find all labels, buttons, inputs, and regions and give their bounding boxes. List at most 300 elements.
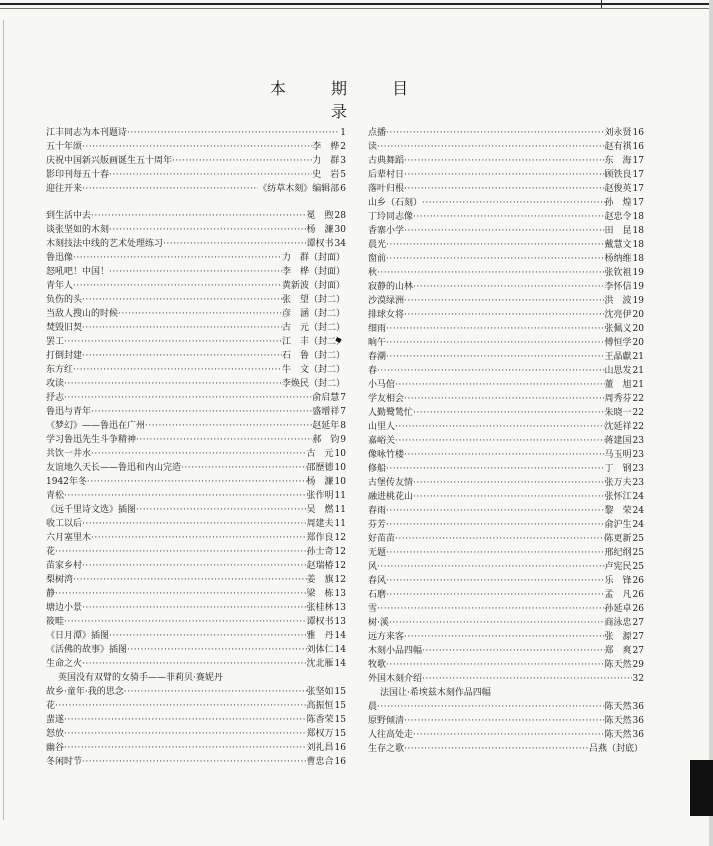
entry-page-number: 19 [632, 282, 644, 292]
entry-title: 学习鲁迅先生斗争精神 [46, 435, 137, 445]
dot-leader [163, 237, 307, 251]
entry-author: 江 丰（封二） [281, 337, 345, 347]
toc-entry [368, 238, 644, 252]
entry-author: 李 桦（封面） [281, 267, 345, 277]
entry-author: 力 群 [312, 156, 340, 166]
entry-page-number: 21 [632, 352, 644, 362]
dot-leader [404, 392, 605, 406]
entry-title: 怒吼吧！中国！ [46, 267, 110, 277]
entry-title: 人勤鹭鸶忙 [368, 408, 414, 418]
entry-title: 寂静的山林 [368, 282, 414, 292]
dot-leader [404, 154, 605, 168]
entry-page-number: 16 [632, 128, 644, 138]
entry-author: 牛 文（封二） [281, 365, 345, 375]
entry-page-number: 28 [334, 211, 346, 221]
entry-title: 春风 [368, 576, 387, 586]
entry-author: 陈天然 [604, 716, 632, 726]
entry-author: 李焕民（封二） [281, 379, 345, 389]
toc-entry [46, 209, 346, 223]
dot-leader [395, 420, 605, 434]
dot-leader [136, 503, 307, 517]
entry-page-number: 10 [334, 463, 346, 473]
entry-page-number: 7 [340, 393, 346, 403]
entry-page-number: 25 [632, 562, 644, 572]
entry-author: 东 海 [604, 156, 632, 166]
entry-page-number: 2 [340, 142, 346, 152]
toc-entry [368, 532, 644, 546]
dot-leader [386, 462, 605, 476]
entry-title: 学友相会 [368, 394, 405, 404]
dot-leader [82, 293, 282, 307]
dot-leader [386, 518, 605, 532]
entry-author: 卢宪民 [604, 562, 632, 572]
entry-title: 负伤的头 [46, 295, 83, 305]
entry-title: 罢工 [46, 337, 65, 347]
entry-title: 冬闲时节 [46, 757, 83, 767]
entry-author: 董 旭 [604, 380, 632, 390]
toc-entry [46, 643, 346, 657]
entry-author: 李 桦 [312, 142, 340, 152]
entry-page-number: 9 [340, 435, 346, 445]
toc-entry [46, 713, 346, 727]
entry-author: 山思发 [604, 366, 632, 376]
dot-leader [64, 713, 307, 727]
entry-title: 《活佛的故事》插图 [46, 645, 128, 655]
toc-entry [46, 140, 346, 154]
entry-author: 史 岩 [312, 170, 340, 180]
dot-leader [413, 476, 605, 490]
toc-group-main [46, 209, 346, 671]
entry-author: 俞沪生 [604, 520, 632, 530]
entry-page-number: 19 [632, 268, 644, 278]
toc-entry [46, 251, 346, 265]
entry-title: 鲁迅与青年 [46, 407, 92, 417]
toc-group-after-heading [46, 685, 346, 769]
entry-page-number: 24 [632, 520, 644, 530]
entry-title: 庆祝中国新兴版画诞生五十周年 [46, 156, 173, 166]
entry-author: 朱晓一 [604, 408, 632, 418]
dot-leader [118, 307, 282, 321]
entry-page-number: 27 [632, 632, 644, 642]
dot-leader [386, 336, 605, 350]
toc-entry [368, 616, 644, 630]
entry-title: 丁玲同志像 [368, 212, 414, 222]
dot-leader [386, 350, 605, 364]
entry-author: 赵有祺 [604, 142, 632, 152]
entry-title: 融进桃花山 [368, 492, 414, 502]
entry-title: 江丰同志为本刊题诗 [46, 128, 128, 138]
toc-entry [368, 336, 644, 350]
entry-title: 后辈村日 [368, 170, 405, 180]
dot-leader [377, 140, 605, 154]
toc-entry [46, 657, 346, 671]
entry-title: 小马倌 [368, 380, 396, 390]
dot-leader [404, 168, 605, 182]
toc-entry [46, 126, 346, 140]
entry-title: 秋 [368, 268, 378, 278]
entry-page-number: 23 [632, 436, 644, 446]
entry-page-number: 17 [632, 156, 644, 166]
entry-author: 沈延祥 [604, 422, 632, 432]
entry-title: 1942年冬 [46, 477, 87, 487]
entry-title: 古堡传友情 [368, 478, 414, 488]
dot-leader [109, 265, 282, 279]
toc-entry [46, 419, 346, 433]
entry-author: 张 源 [604, 632, 632, 642]
dot-leader [145, 419, 312, 433]
entry-author: 吕燕（封底） [588, 744, 643, 754]
entry-title: 生命之火 [46, 659, 83, 669]
entry-title: 木刻小品四幅 [368, 646, 423, 656]
entry-page-number: 8 [340, 421, 346, 431]
entry-title: 当敌人搜山的时候 [46, 309, 119, 319]
entry-page-number: 25 [632, 534, 644, 544]
toc-entry [46, 182, 346, 196]
toc-entry [368, 224, 644, 238]
entry-title: 《日月潭》插图 [46, 631, 110, 641]
toc-entry [46, 489, 346, 503]
toc-group-right [368, 126, 644, 686]
toc-entry [368, 490, 644, 504]
entry-title: 青年人 [46, 281, 74, 291]
entry-author: 赵延年 [312, 421, 340, 431]
entry-author: 戴慧文 [604, 240, 632, 250]
toc-entry [46, 531, 346, 545]
dot-leader [377, 364, 605, 378]
entry-title: 芬芳 [368, 520, 387, 530]
entry-author: 蒋建国 [604, 436, 632, 446]
dot-leader [82, 559, 307, 573]
entry-author: 谭权书 [306, 239, 334, 249]
dot-leader [91, 405, 312, 419]
entry-title: 远方来客 [368, 632, 405, 642]
toc-entry [46, 391, 346, 405]
entry-author: 赵忠令 [604, 212, 632, 222]
entry-author: 曹忠合 [306, 757, 334, 767]
entry-title: 焚毁旧契 [46, 323, 83, 333]
ink-blot [690, 760, 713, 816]
dot-leader [413, 210, 605, 224]
entry-author: 古 元 [306, 449, 334, 459]
entry-author: 张作明 [306, 491, 334, 501]
entry-author: 沈北雁 [306, 659, 334, 669]
dot-leader [136, 433, 312, 447]
dot-leader [395, 434, 605, 448]
entry-title: 木刻技法中线的艺术处理练习 [46, 239, 164, 249]
entry-page-number: 23 [632, 464, 644, 474]
toc-entry [368, 322, 644, 336]
toc-entry [46, 321, 346, 335]
entry-author: 古 元（封二） [281, 323, 345, 333]
entry-author: 张坚如 [306, 687, 334, 697]
entry-author: 吴 燃 [306, 505, 334, 515]
toc-entry [46, 363, 346, 377]
entry-page-number: 27 [632, 646, 644, 656]
toc-entry [368, 560, 644, 574]
entry-page-number: 36 [632, 702, 644, 712]
entry-title: 幽谷 [46, 743, 65, 753]
top-border-rule [0, 3, 712, 5]
entry-title: 晨 [368, 702, 378, 712]
entry-page-number: 12 [334, 547, 346, 557]
dot-leader [91, 447, 307, 461]
dot-leader [377, 266, 605, 280]
entry-page-number: 18 [632, 240, 644, 250]
dot-leader [73, 573, 307, 587]
entry-page-number: 1 [340, 128, 346, 138]
toc-entry [46, 168, 346, 182]
toc-entry [368, 602, 644, 616]
entry-page-number: 34 [334, 239, 346, 249]
toc-entry [368, 518, 644, 532]
entry-page-number: 17 [632, 170, 644, 180]
entry-title: 山里人 [368, 422, 396, 432]
toc-entry [368, 504, 644, 518]
dot-leader [172, 154, 312, 168]
entry-page-number: 21 [632, 366, 644, 376]
entry-title: 蜚遂 [46, 715, 65, 725]
entry-page-number: 3 [340, 156, 346, 166]
dot-leader [404, 742, 589, 756]
dot-leader [64, 335, 282, 349]
entry-title: 苗家乡村 [46, 561, 83, 571]
entry-author: 梁 栋 [306, 589, 334, 599]
entry-title: 晌午 [368, 338, 387, 348]
entry-page-number: 23 [632, 478, 644, 488]
dot-leader [91, 531, 307, 545]
entry-page-number: 15 [334, 687, 346, 697]
entry-author: 陈天然 [604, 730, 632, 740]
entry-author: 周建夫 [306, 519, 334, 529]
dot-leader [91, 209, 307, 223]
entry-title: 谈张坚如的木刻 [46, 225, 110, 235]
toc-entry [368, 182, 644, 196]
toc-entry [46, 377, 346, 391]
entry-page-number: 26 [632, 590, 644, 600]
entry-title: 沙漠绿洲 [368, 296, 405, 306]
entry-title: 共饮一井水 [46, 449, 92, 459]
dot-leader [64, 377, 282, 391]
entry-title: 嘉峪关 [368, 436, 396, 446]
entry-page-number: 22 [632, 394, 644, 404]
entry-page-number: 10 [334, 449, 346, 459]
dot-leader [82, 601, 307, 615]
entry-author: 彦 涵（封二） [281, 309, 345, 319]
entry-title: 风 [368, 562, 378, 572]
entry-author: 田 昆 [604, 226, 632, 236]
entry-title: 雪 [368, 604, 378, 614]
entry-author: 张怀江 [604, 492, 632, 502]
dot-leader [386, 588, 605, 602]
entry-page-number: 24 [632, 506, 644, 516]
entry-author: 邢纪纲 [604, 548, 632, 558]
entry-title: 到生活中去 [46, 211, 92, 221]
entry-author: 孙 煌 [604, 198, 632, 208]
dot-leader [395, 378, 605, 392]
dot-leader [413, 728, 605, 742]
entry-author: 冕 煦 [306, 211, 334, 221]
entry-title: 六月塞里木 [46, 533, 92, 543]
entry-page-number: 12 [334, 575, 346, 585]
entry-author: 杨 濂 [306, 477, 334, 487]
toc-entry [368, 448, 644, 462]
toc-entry [368, 168, 644, 182]
dot-leader [413, 490, 605, 504]
entry-author: 姜 旗 [306, 575, 334, 585]
toc-entry [46, 265, 346, 279]
dot-leader [82, 140, 312, 154]
entry-title: 青松 [46, 491, 65, 501]
entry-author: 郑作良 [306, 533, 334, 543]
entry-author: 刘永贤 [604, 128, 632, 138]
dot-leader [82, 657, 307, 671]
dot-leader [109, 168, 312, 182]
entry-page-number: 16 [632, 142, 644, 152]
dot-leader [109, 223, 307, 237]
entry-page-number: 5 [340, 170, 346, 180]
toc-entry [46, 447, 346, 461]
toc-entry [368, 714, 644, 728]
toc-entry [368, 546, 644, 560]
dot-leader [109, 629, 307, 643]
entry-author: 周秀芬 [604, 394, 632, 404]
toc-entry [368, 280, 644, 294]
entry-page-number: 27 [632, 618, 644, 628]
entry-title: 读 [368, 142, 378, 152]
toc-entry [368, 392, 644, 406]
entry-author: 张钦祖 [604, 268, 632, 278]
toc-entry [46, 559, 346, 573]
toc-entry [46, 279, 346, 293]
entry-page-number: 21 [632, 380, 644, 390]
entry-page-number: 14 [334, 645, 346, 655]
toc-entry [46, 741, 346, 755]
entry-page-number: 14 [334, 631, 346, 641]
entry-page-number: 20 [632, 310, 644, 320]
entry-title: 修船 [368, 464, 387, 474]
entry-page-number: 11 [334, 505, 346, 515]
entry-page-number: 16 [334, 757, 346, 767]
entry-page-number: 24 [632, 492, 644, 502]
entry-author: 赵俊英 [604, 184, 632, 194]
toc-entry [46, 293, 346, 307]
toc-entry [46, 601, 346, 615]
toc-entry [46, 405, 346, 419]
toc-entry [46, 685, 346, 699]
entry-page-number: 36 [632, 716, 644, 726]
dot-leader [386, 126, 605, 140]
entry-page-number: 15 [334, 729, 346, 739]
entry-author: 谭权书 [306, 617, 334, 627]
toc-entry [368, 350, 644, 364]
dot-leader [386, 322, 605, 336]
entry-title: 影印刊每五十春 [46, 170, 110, 180]
entry-title: 故乡·童年·我的思念 [46, 687, 124, 697]
entry-author: 顾铁良 [604, 170, 632, 180]
entry-title: 《梦幻》——鲁迅在广州 [46, 421, 146, 431]
toc-entry [368, 630, 644, 644]
entry-page-number: 22 [632, 408, 644, 418]
entry-title: 花 [46, 701, 56, 711]
entry-author: 黄新波（封面） [281, 281, 345, 291]
toc-entry [46, 615, 346, 629]
entry-page-number: 12 [334, 561, 346, 571]
dot-leader [422, 644, 605, 658]
toc-entry [46, 545, 346, 559]
entry-title: 迎往开来 [46, 184, 83, 194]
dot-leader [181, 461, 307, 475]
entry-title: 鲁迅像 [46, 253, 74, 263]
entry-title: 花 [46, 547, 56, 557]
entry-title: 窗前 [368, 254, 387, 264]
entry-author: 丁 钢 [604, 464, 632, 474]
entry-page-number: 6 [340, 184, 346, 194]
toc-entry [368, 154, 644, 168]
dot-leader [413, 280, 605, 294]
dot-leader [389, 616, 605, 630]
dot-leader [82, 182, 258, 196]
entry-title: 人往高处走 [368, 730, 414, 740]
toc-entry [368, 644, 644, 658]
entry-page-number: 36 [632, 730, 644, 740]
entry-title: 攻读 [46, 379, 65, 389]
dot-leader [395, 532, 605, 546]
entry-author: 刘礼昌 [306, 743, 334, 753]
dot-leader [404, 182, 605, 196]
entry-author: 力 群（封面） [281, 253, 345, 263]
toc-entry [46, 629, 346, 643]
entry-author: 陈更新 [604, 534, 632, 544]
entry-title: 落叶归根 [368, 184, 405, 194]
dot-leader [73, 363, 282, 377]
entry-title: 无题 [368, 548, 387, 558]
dot-leader [124, 685, 307, 699]
entry-page-number: 26 [632, 604, 644, 614]
toc-entry [46, 335, 346, 349]
toc-entry [368, 588, 644, 602]
entry-page-number: 26 [632, 576, 644, 586]
page-title: 本 期 目 录 [269, 79, 429, 121]
entry-page-number: 17 [632, 184, 644, 194]
toc-entry [368, 672, 644, 686]
entry-author: 杨纳维 [604, 254, 632, 264]
entry-author: 傅恒学 [604, 338, 632, 348]
entry-author: 乐 锋 [604, 576, 632, 586]
toc-entry [46, 727, 346, 741]
toc-entry [368, 378, 644, 392]
entry-author: 郑 爽 [604, 646, 632, 656]
entry-author: 刘体仁 [306, 645, 334, 655]
toc-entry [46, 755, 346, 769]
entry-page-number: 23 [632, 450, 644, 460]
top-border-thin-rule [0, 8, 712, 9]
entry-author: 陈天然 [604, 660, 632, 670]
entry-author: 郝 钧 [312, 435, 340, 445]
dot-leader [404, 630, 605, 644]
entry-title: 春雨 [368, 506, 387, 516]
entry-title: 排球女将 [368, 310, 405, 320]
toc-entry [46, 433, 346, 447]
dot-leader [73, 279, 282, 293]
dot-leader [377, 560, 605, 574]
toc-entry [368, 140, 644, 154]
toc-entry [368, 308, 644, 322]
toc-section-heading-right: 法国让·希埃兹木刻作品四幅 [380, 688, 491, 698]
toc-section-heading: 英国没有双臂的女骑手——菲莉贝·赛妮丹 [58, 673, 223, 683]
entry-author: 张万夫 [604, 478, 632, 488]
entry-title: 打倒封建 [46, 351, 83, 361]
entry-title: 山乡（石刻） [368, 198, 423, 208]
